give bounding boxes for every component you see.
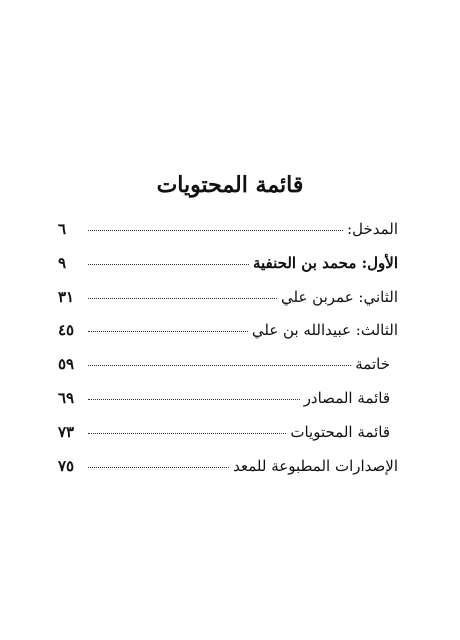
toc-entry-label: خاتمة xyxy=(355,355,390,374)
dot-leader xyxy=(88,467,229,468)
toc-entry-label: الأول: محمد بن الحنفية xyxy=(252,253,398,272)
toc-entry-contents[interactable] xyxy=(58,421,398,455)
dot-leader xyxy=(88,399,300,400)
toc-entry-page-number: ٩ xyxy=(58,253,67,272)
toc-entry-page-number: ٤٥ xyxy=(58,321,75,340)
toc-entry-label: قائمة المصادر xyxy=(303,388,390,407)
toc-entry-introduction[interactable] xyxy=(58,218,398,252)
dot-leader xyxy=(88,331,248,332)
toc-entry-second[interactable] xyxy=(58,286,398,320)
toc-entry-page-number: ٦ xyxy=(58,220,67,238)
dot-leader xyxy=(88,264,249,265)
toc-entry-page-number: ٧٥ xyxy=(58,456,75,475)
toc-entry-page-number: ٧٣ xyxy=(58,422,75,441)
toc-entry-label: قائمة المحتويات xyxy=(290,422,390,441)
toc-entry-publications[interactable] xyxy=(58,455,398,489)
toc-entry-label: الثالث: عبيدالله بن علي xyxy=(251,321,398,340)
toc-entry-page-number: ٦٩ xyxy=(58,388,75,407)
toc-entry-third[interactable] xyxy=(58,319,398,353)
toc-entry-sources[interactable] xyxy=(58,387,398,421)
toc-entry-label: الإصدارات المطبوعة للمعد xyxy=(233,456,398,475)
dot-leader xyxy=(88,365,351,366)
toc-entry-label: الثاني: عمربن علي xyxy=(280,287,398,306)
toc-entry-conclusion[interactable] xyxy=(58,353,398,387)
toc-entry-first[interactable] xyxy=(58,252,398,286)
dot-leader xyxy=(88,230,343,231)
dot-leader xyxy=(88,433,286,434)
toc-list xyxy=(58,218,398,488)
toc-entry-page-number: ٥٩ xyxy=(58,355,75,374)
dot-leader xyxy=(88,298,277,299)
toc-entry-page-number: ٣١ xyxy=(58,287,75,306)
toc-entry-label: المدخل: xyxy=(347,220,398,238)
toc-title: قائمة المحتويات xyxy=(156,172,304,198)
